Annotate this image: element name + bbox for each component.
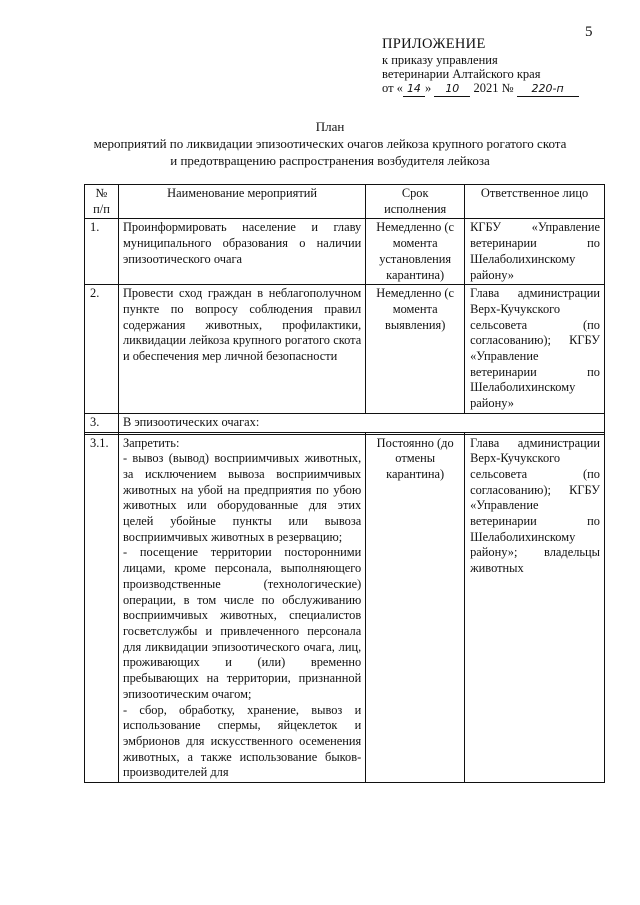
header-responsible: Ответственное лицо	[465, 185, 605, 219]
header-number: № п/п	[85, 185, 119, 219]
appendix-line-department: ветеринарии Алтайского края	[382, 67, 541, 81]
table-row	[85, 434, 605, 782]
row-section-title: В эпизоотических очагах:	[118, 413, 604, 432]
action-line: - посещение территории посторонними лицами, кроме персонала, выполняющего производственные (технологические) операции, в том числе по обслуживанию восприимчивых животных, специалистов госветслужбы и привлеченного персонала для ликвидации эпизоотического очага, лиц, проживающих и (или) временно пребывающих на территории, признанной эпизоотическим очагом;	[122, 545, 362, 701]
plan-table	[84, 184, 605, 783]
row-responsible: Глава администрации Верх-Кучукского сельсовета (по согласованию); КГБУ «Управление ветеринарии по Шелаболихинскому району»	[465, 285, 605, 414]
row-term: Немедленно (с момента установления карантина)	[366, 219, 465, 285]
handwritten-day: 14	[403, 82, 425, 97]
row-number: 1.	[85, 219, 119, 285]
table-row	[85, 219, 605, 285]
row-term: Постоянно (до отмены карантина)	[366, 434, 465, 782]
date-quote: »	[424, 81, 432, 95]
appendix-date-line	[382, 81, 579, 97]
appendix-title: ПРИЛОЖЕНИЕ	[382, 36, 486, 52]
row-action: Провести сход граждан в неблагополучном пункте по вопросу соблюдения правил содержания животных, профилактики, ликвидации лейкоза крупного рогатого скота и обеспечения мер личной безопасности	[118, 285, 365, 414]
row-term: Немедленно (с момента выявления)	[366, 285, 465, 414]
appendix-header	[382, 36, 579, 97]
action-line: - вывоз (вывод) восприимчивых животных, за исключением вывоза восприимчивых животных на убой на предприятия по убою животных или оборудованные для этих целей убойные пункты или вывоза восприимчивых животных в резервацию;	[122, 451, 362, 544]
action-line: Запретить:	[122, 435, 180, 450]
plan-subtitle-1: мероприятий по ликвидации эпизоотических очагов лейкоза крупного рогатого скота	[93, 136, 567, 151]
plan-subtitle-2: и предотвращению распространения возбудителя лейкоза	[170, 153, 490, 168]
row-number: 3.1.	[85, 434, 119, 782]
plan-heading	[60, 118, 600, 169]
action-line: - сбор, обработку, хранение, вывоз и использование спермы, яйцеклеток и эмбрионов для искусственного осеменения животных, а также использование быков-производителей для	[122, 702, 362, 780]
table-row	[85, 413, 605, 432]
row-action	[118, 434, 365, 782]
plan-title: План	[315, 119, 345, 134]
header-action: Наименование мероприятий	[118, 185, 365, 219]
row-number: 3.	[85, 413, 119, 432]
handwritten-month: 10	[434, 82, 470, 97]
table-row	[85, 285, 605, 414]
header-term: Срок исполнения	[366, 185, 465, 219]
row-responsible: Глава администрации Верх-Кучукского сельсовета (по согласованию); КГБУ «Управление ветеринарии по Шелаболихинскому району»; владельцы животных	[465, 434, 605, 782]
row-responsible: КГБУ «Управление ветеринарии по Шелаболихинскому району»	[465, 219, 605, 285]
date-prefix: от «	[382, 81, 403, 95]
table-header-row	[85, 185, 605, 219]
row-number: 2.	[85, 285, 119, 414]
appendix-line-order: к приказу управления	[382, 53, 498, 67]
handwritten-order-number: 220-п	[517, 82, 579, 97]
row-action: Проинформировать население и главу муниципального образования о наличии эпизоотического очага	[118, 219, 365, 285]
date-year: 2021 №	[473, 81, 514, 95]
page-number: 5	[585, 24, 593, 40]
